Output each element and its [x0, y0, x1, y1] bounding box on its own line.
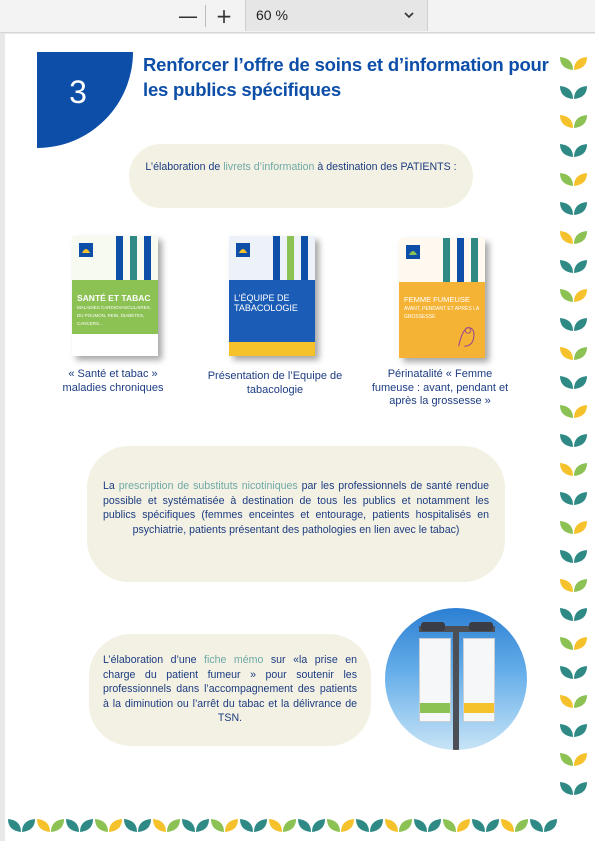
leaf-motif	[182, 819, 209, 832]
leaf-motif	[560, 173, 587, 186]
leaf-motif	[560, 144, 587, 157]
booklet-header	[399, 238, 485, 282]
leaf-motif	[560, 579, 587, 592]
leaf-motif	[95, 819, 122, 832]
viewer-toolbar	[0, 0, 595, 33]
note-highlight: fiche mémo	[204, 654, 264, 666]
leaf-motif	[298, 819, 325, 832]
note-highlight: livrets d’information	[223, 161, 315, 173]
section-number: 3	[69, 74, 87, 110]
zoom-in-button[interactable]: +	[210, 3, 238, 29]
leaf-motif	[560, 492, 587, 505]
leaf-motif	[211, 819, 238, 832]
leaf-motif	[560, 115, 587, 128]
leaf-motif	[443, 819, 470, 832]
note-text: par les professionnels de santé rendue possible et systématisée à destination de tous les publics et notamment les publics spécifiques (femmes enceintes et entourage, patients hospitalisés en psychiatrie, patients présentant des pathologies en lien avec le tabac)	[103, 480, 490, 536]
leaf-motif	[560, 376, 587, 389]
lamp-head	[421, 622, 445, 631]
hospital-logo-icon	[78, 242, 94, 258]
leaf-motif	[560, 231, 587, 244]
booklet-caption: Périnatalité « Femme fumeuse : avant, pendant et après la grossesse »	[371, 368, 509, 407]
zoom-level-value: 60 %	[256, 7, 288, 23]
pregnant-woman-illustration-icon	[453, 322, 481, 350]
leaf-motif	[560, 434, 587, 447]
leaf-motif	[560, 782, 587, 795]
booklet-cover-equipe-tabacologie	[229, 236, 315, 356]
leaf-motif	[385, 819, 412, 832]
note-text: sur «la prise en charge du patient fumeur » pour soutenir les professionnels dans l’accompagnement des patients à la diminution ou l’arrêt du tabac et la délivrance de TSN.	[103, 654, 357, 724]
leaf-motif	[414, 819, 441, 832]
leaf-motif	[153, 819, 180, 832]
leaf-motif	[560, 608, 587, 621]
booklet-caption: « Santé et tabac » maladies chroniques	[62, 368, 164, 394]
page-title: Renforcer l’offre de soins et d’information pour les publics spécifiques	[143, 54, 549, 100]
banner-photo	[385, 608, 527, 750]
info-note-prescription	[87, 446, 505, 582]
booklet-footer	[229, 342, 315, 356]
hospital-logo-icon	[235, 242, 251, 258]
booklet-cover-title: SANTÉ ET TABAC MALADIES CARDIOVASCULAIRES, DU POUMON, REIN, DIABÈTES, CANCERS…	[77, 293, 151, 326]
note-text: L’élaboration de	[145, 161, 224, 173]
booklet-cover-title: L’ÉQUIPE DE TABACOLOGIE	[234, 293, 298, 313]
booklet-header	[229, 236, 315, 280]
hospital-logo-icon	[405, 244, 421, 260]
note-text: à destination des PATIENTS :	[314, 161, 457, 173]
booklet-cover-title: FEMME FUMEUSE AVANT, PENDANT ET APRÈS LA GROSSESSE	[404, 295, 479, 320]
leaf-motif	[560, 666, 587, 679]
info-note-fiche-memo	[89, 634, 371, 746]
booklet-cover-sante-tabac	[72, 236, 158, 356]
leaf-motif	[240, 819, 267, 832]
leaf-motif	[560, 637, 587, 650]
leaf-motif	[560, 724, 587, 737]
note-text: La	[103, 480, 119, 492]
zoom-level-select[interactable]	[245, 0, 428, 31]
lamp-head	[469, 622, 493, 631]
leaf-motif	[37, 819, 64, 832]
street-banner	[419, 638, 451, 722]
leaf-motif	[560, 695, 587, 708]
leaf-motif	[124, 819, 151, 832]
leaf-motif	[560, 86, 587, 99]
leaf-motif	[8, 819, 35, 832]
booklet-footer	[72, 334, 158, 356]
leaf-motif	[472, 819, 499, 832]
zoom-out-button[interactable]: —	[174, 3, 202, 29]
note-highlight: prescription de substituts nicotiniques	[118, 480, 298, 492]
leaf-motif	[560, 521, 587, 534]
leaf-motif	[269, 819, 296, 832]
leaf-motif	[560, 318, 587, 331]
leaf-motif	[560, 347, 587, 360]
leaf-motif	[560, 260, 587, 273]
leaf-motif	[530, 819, 557, 832]
section-number-badge	[37, 52, 133, 148]
leaf-motif	[501, 819, 528, 832]
street-banner	[463, 638, 495, 722]
leaf-motif	[66, 819, 93, 832]
leaf-motif	[560, 289, 587, 302]
booklet-cover-femme-fumeuse	[399, 238, 485, 358]
leaf-motif	[560, 405, 587, 418]
toolbar-separator	[205, 5, 206, 27]
note-text: L’élaboration d’une	[103, 654, 205, 666]
lamp-pole	[453, 628, 459, 750]
booklet-header	[72, 236, 158, 280]
leaf-motif	[560, 550, 587, 563]
leaf-motif	[560, 463, 587, 476]
info-note-booklets	[129, 144, 473, 208]
leaf-motif	[560, 57, 587, 70]
leaf-motif	[560, 202, 587, 215]
document-page	[5, 34, 595, 841]
chevron-down-icon	[403, 9, 415, 21]
leaf-motif	[560, 753, 587, 766]
booklet-caption: Présentation de l’Equipe de tabacologie	[207, 370, 343, 396]
leaf-motif	[327, 819, 354, 832]
leaf-motif	[356, 819, 383, 832]
